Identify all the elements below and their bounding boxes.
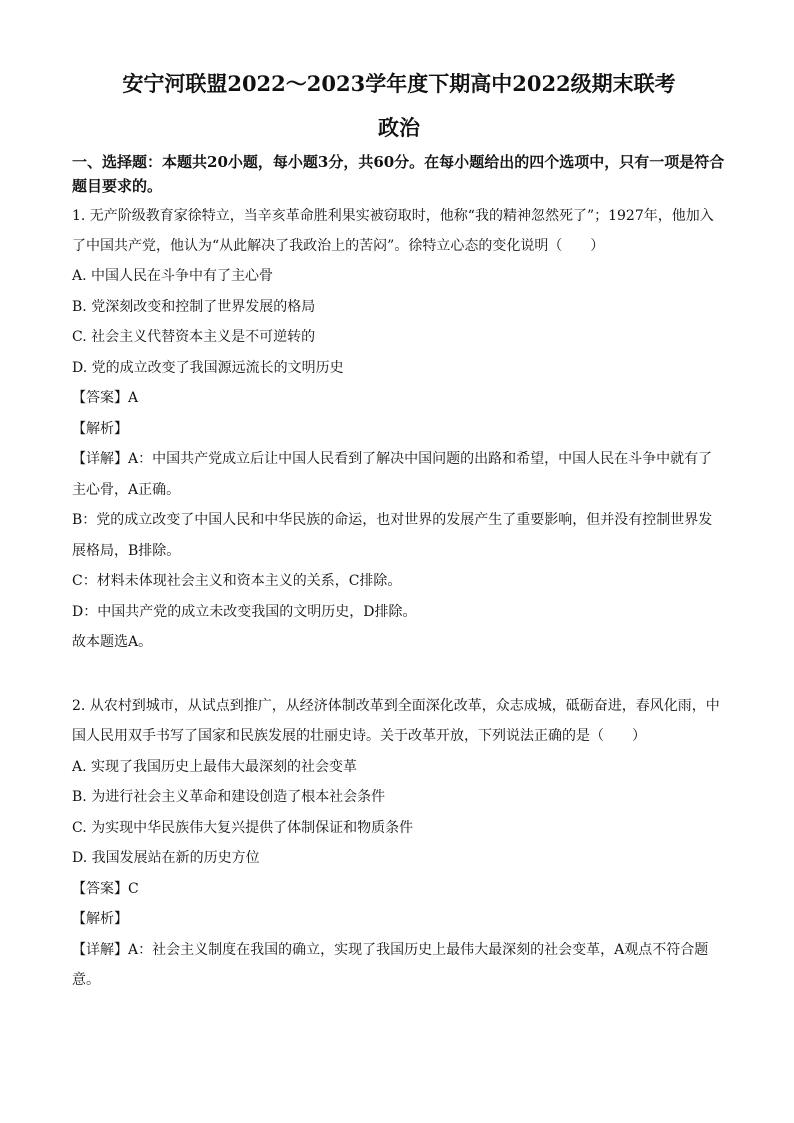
option-a: A. 中国人民在斗争中有了主心骨 xyxy=(72,268,274,284)
question-2 xyxy=(72,691,726,996)
conclusion: 故本题选A。 xyxy=(72,634,153,650)
answer-label: 【答案】A xyxy=(72,390,139,406)
detail-a: 【详解】A：中国共产党成立后让中国人民看到了解决中国问题的出路和希望，中国人民在斗争中就有了主心骨，A正确。 xyxy=(72,451,713,498)
detail-a: 【详解】A：社会主义制度在我国的确立，实现了我国历史上最伟大最深刻的社会变革，A观点不符合题意。 xyxy=(72,941,709,988)
detail-d: D：中国共产党的成立未改变我国的文明历史，D排除。 xyxy=(72,603,417,620)
answer-label: 【答案】C xyxy=(72,880,139,897)
option-b: B. 为进行社会主义革命和建设创造了根本社会条件 xyxy=(72,789,386,805)
subject-title: 政治 xyxy=(378,115,420,140)
option-a: A. 实现了我国历史上最伟大最深刻的社会变革 xyxy=(72,758,358,775)
option-d: D. 我国发展站在新的历史方位 xyxy=(72,850,260,866)
section-heading: 一、选择题：本题共20小题，每小题3分，共60分。在每小题给出的四个选项中，只有一项是符合题目要求的。 xyxy=(72,153,725,195)
question-stem: 1. 无产阶级教育家徐特立，当辛亥革命胜利果实被窃取时，他称“我的精神忽然死了”；1927年，他加入了中国共产党，他认为“从此解决了我政治上的苦闷”。徐特立心态的变化说明（ ） xyxy=(72,208,714,254)
question-stem: 2. 从农村到城市，从试点到推广，从经济体制改革到全面深化改革，众志成城，砥砺奋进，春风化雨，中国人民用双手书写了国家和民族发展的壮丽史诗。关于改革开放，下列说法正确的是（ ） xyxy=(72,697,720,744)
option-c: C. 为实现中华民族伟大复兴提供了体制保证和物质条件 xyxy=(72,819,414,836)
option-d: D. 党的成立改变了我国源远流长的文明历史 xyxy=(72,359,344,376)
option-b: B. 党深刻改变和控制了世界发展的格局 xyxy=(72,298,316,315)
detail-b: B：党的成立改变了中国人民和中华民族的命运，也对世界的发展产生了重要影响，但并没有控制世界发展格局，B排除。 xyxy=(72,512,713,559)
page-title: 安宁河联盟2022～2023学年度下期高中2022级期末联考 xyxy=(122,71,676,96)
analysis-label: 【解析】 xyxy=(72,420,128,437)
option-c: C. 社会主义代替资本主义是不可逆转的 xyxy=(72,329,316,345)
question-spacer xyxy=(72,658,726,691)
question-1 xyxy=(72,201,726,658)
analysis-label: 【解析】 xyxy=(72,911,128,927)
detail-c: C：材料未体现社会主义和资本主义的关系，C排除。 xyxy=(72,573,402,589)
